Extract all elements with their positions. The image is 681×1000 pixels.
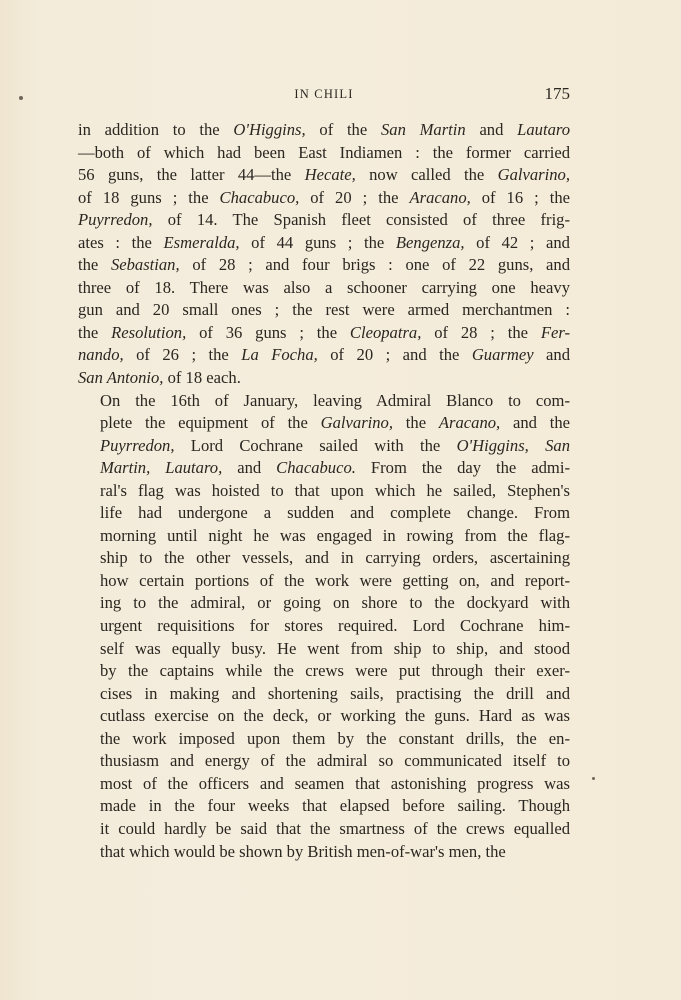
text-line: most of the officers and seamen that astonishing progress was [100, 773, 570, 793]
text-line: Puyrredon, of 14. The Spanish fleet consisted of three frig- [78, 210, 570, 230]
text-line: life had undergone a sudden and complete change. From [100, 503, 570, 523]
text-line: how certain portions of the work were getting on, and report- [100, 570, 570, 590]
text-line: cutlass exercise on the deck, or working the guns. Hard as was [100, 706, 570, 726]
text-line: by the captains while the crews were put through their exer- [100, 661, 570, 681]
text-line: the work imposed upon them by the constant drills, the en- [100, 728, 570, 748]
text-line: the Resolution, of 36 guns ; the Cleopatra, of 28 ; the Fer- [78, 322, 570, 342]
page-header [78, 84, 570, 108]
text-line: ates : the Esmeralda, of 44 guns ; the Bengenza, of 42 ; and [78, 232, 570, 252]
text-line: Puyrredon, Lord Cochrane sailed with the O'Higgins, San [100, 435, 570, 455]
text-line: ral's flag was hoisted to that upon which he sailed, Stephen's [100, 480, 570, 500]
text-line: it could hardly be said that the smartness of the crews equalled [100, 818, 570, 838]
text-line: San Antonio, of 18 each. [78, 368, 241, 388]
text-line: gun and 20 small ones ; the rest were armed merchantmen : [78, 300, 570, 320]
margin-speck-icon [592, 777, 595, 780]
running-head: IN CHILI [294, 87, 354, 101]
paragraph-2 [78, 390, 570, 863]
text-line: ship to the other vessels, and in carrying orders, ascertaining [100, 548, 570, 568]
text-line: 56 guns, the latter 44—the Hecate, now called the Galvarino, [78, 165, 570, 185]
text-line: made in the four weeks that elapsed before sailing. Though [100, 796, 570, 816]
margin-speck-icon [19, 96, 23, 100]
text-line: the Sebastian, of 28 ; and four brigs : one of 22 guns, and [78, 255, 570, 275]
text-line: morning until night he was engaged in rowing from the flag- [100, 525, 570, 545]
text-line: that which would be shown by British men-of-war's men, the [100, 841, 506, 861]
text-line: On the 16th of January, leaving Admiral Blanco to com- [100, 390, 570, 410]
text-line: plete the equipment of the Galvarino, the Aracano, and the [100, 413, 571, 433]
text-line: of 18 guns ; the Chacabuco, of 20 ; the Aracano, of 16 ; the [78, 187, 570, 207]
text-line: nando, of 26 ; the La Focha, of 20 ; and the Guarmey and [78, 345, 570, 365]
text-line: —both of which had been East Indiamen : the former carried [78, 142, 570, 162]
text-line: Martin, Lautaro, and Chacabuco. From the day the admi- [100, 458, 570, 478]
text-line: in addition to the O'Higgins, of the San Martin and Lautaro [78, 120, 571, 139]
text-line: cises in making and shortening sails, practising the drill and [100, 683, 570, 703]
text-line: ing to the admiral, or going on shore to the dockyard with [100, 593, 570, 613]
text-line: three of 18. There was also a schooner carrying one heavy [78, 277, 570, 297]
text-line: thusiasm and energy of the admiral so communicated itself to [100, 751, 570, 771]
text-line: self was equally busy. He went from ship to ship, and stood [100, 638, 570, 658]
page-number: 175 [544, 84, 570, 103]
body-text [78, 119, 570, 863]
paragraph-1 [78, 119, 570, 390]
text-line: urgent requisitions for stores required. Lord Cochrane him- [100, 616, 570, 636]
